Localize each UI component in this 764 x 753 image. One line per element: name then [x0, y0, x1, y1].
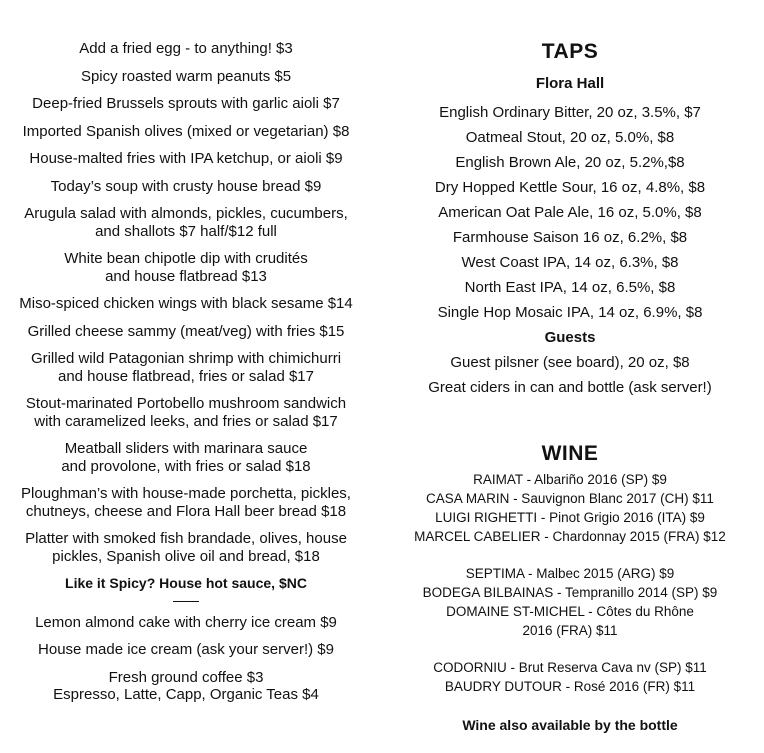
- wine-group: [400, 564, 740, 640]
- menu-item: Ploughman’s with house-made porchetta, pickles, chutneys, cheese and Flora Hall beer bread $18: [21, 485, 351, 520]
- wine-footer-note: Wine also available by the bottle: [462, 717, 678, 733]
- wine-item: CODORNIU - Brut Reserva Cava nv (SP) $11: [433, 660, 707, 675]
- menu-item: Today’s soup with crusty house bread $9: [50, 177, 322, 195]
- menu-item: Miso-spiced chicken wings with black sesame $14: [19, 295, 353, 312]
- menu-item: Arugula salad with almonds, pickles, cucumbers, and shallots $7 half/$12 full: [24, 205, 348, 240]
- beer-item: Farmhouse Saison 16 oz, 6.2%, $8: [452, 229, 688, 246]
- menu-item: White bean chipotle dip with crudités and house flatbread $13: [64, 250, 308, 285]
- wine-list: [400, 470, 740, 714]
- wine-item: CASA MARIN - Sauvignon Blanc 2017 (CH) $11: [426, 491, 714, 506]
- beer-item: Dry Hopped Kettle Sour, 16 oz, 4.8%, $8: [434, 179, 706, 196]
- hot-sauce-note: Like it Spicy? House hot sauce, $NC: [65, 575, 307, 591]
- guests-heading: Guests: [544, 329, 596, 346]
- wine-item: BODEGA BILBAINAS - Tempranillo 2014 (SP) $9: [422, 585, 718, 600]
- guest-item: Guest pilsner (see board), 20 oz, $8: [450, 354, 690, 371]
- wine-group: [400, 658, 740, 696]
- dessert-item: Lemon almond cake with cherry ice cream $9: [35, 613, 337, 631]
- beer-item: English Brown Ale, 20 oz, 5.2%,$8: [455, 154, 685, 171]
- wine-item: LUIGI RIGHETTI - Pinot Grigio 2016 (ITA) $9: [435, 510, 705, 525]
- beer-item: North East IPA, 14 oz, 6.5%, $8: [464, 279, 676, 296]
- taps-subheading: Flora Hall: [535, 75, 605, 92]
- wine-item: SEPTIMA - Malbec 2015 (ARG) $9: [465, 566, 675, 581]
- wine-group: [400, 470, 740, 546]
- menu-item: Spicy roasted warm peanuts $5: [80, 67, 292, 85]
- menu-item: Meatball sliders with marinara sauce and provolone, with fries or salad $18: [61, 440, 311, 475]
- beer-item: English Ordinary Bitter, 20 oz, 3.5%, $7: [439, 104, 701, 121]
- beer-item: Oatmeal Stout, 20 oz, 5.0%, $8: [465, 129, 675, 146]
- beer-item: Single Hop Mosaic IPA, 14 oz, 6.9%, $8: [437, 304, 703, 321]
- beer-item: American Oat Pale Ale, 16 oz, 5.0%, $8: [438, 204, 702, 221]
- dessert-item: Fresh ground coffee $3 Espresso, Latte, Capp, Organic Teas $4: [53, 668, 319, 703]
- menu-item: Imported Spanish olives (mixed or vegetarian) $8: [22, 122, 350, 140]
- divider: [173, 601, 199, 602]
- beer-item: West Coast IPA, 14 oz, 6.3%, $8: [461, 254, 679, 271]
- wine-heading: WINE: [541, 442, 599, 465]
- wine-item: MARCEL CABELIER - Chardonnay 2015 (FRA) $12: [414, 529, 726, 544]
- menu-item: Stout-marinated Portobello mushroom sandwich with caramelized leeks, and fries or salad $17: [25, 395, 347, 430]
- menu-item: Platter with smoked fish brandade, olives, house pickles, Spanish olive oil and bread, $18: [25, 530, 347, 565]
- wine-item: DOMAINE ST-MICHEL - Côtes du Rhône 2016 (FRA) $11: [446, 604, 694, 638]
- guest-item: Great ciders in can and bottle (ask server!): [428, 379, 712, 396]
- wine-item: BAUDRY DUTOUR - Rosé 2016 (FR) $11: [444, 679, 696, 694]
- dessert-item: House made ice cream (ask your server!) $9: [38, 641, 334, 658]
- menu-item: Deep-fried Brussels sprouts with garlic aioli $7: [32, 95, 340, 112]
- menu-item: Grilled wild Patagonian shrimp with chimichurri and house flatbread, fries or salad $17: [30, 350, 342, 385]
- menu-item: House-malted fries with IPA ketchup, or aioli $9: [29, 150, 343, 167]
- wine-item: RAIMAT - Albariño 2016 (SP) $9: [473, 472, 667, 487]
- menu-item: Grilled cheese sammy (meat/veg) with fries $15: [27, 322, 345, 340]
- food-menu: [0, 40, 372, 714]
- menu-item: Add a fried egg - to anything! $3: [79, 40, 293, 57]
- taps-heading: TAPS: [541, 40, 599, 63]
- taps-list: [400, 100, 740, 400]
